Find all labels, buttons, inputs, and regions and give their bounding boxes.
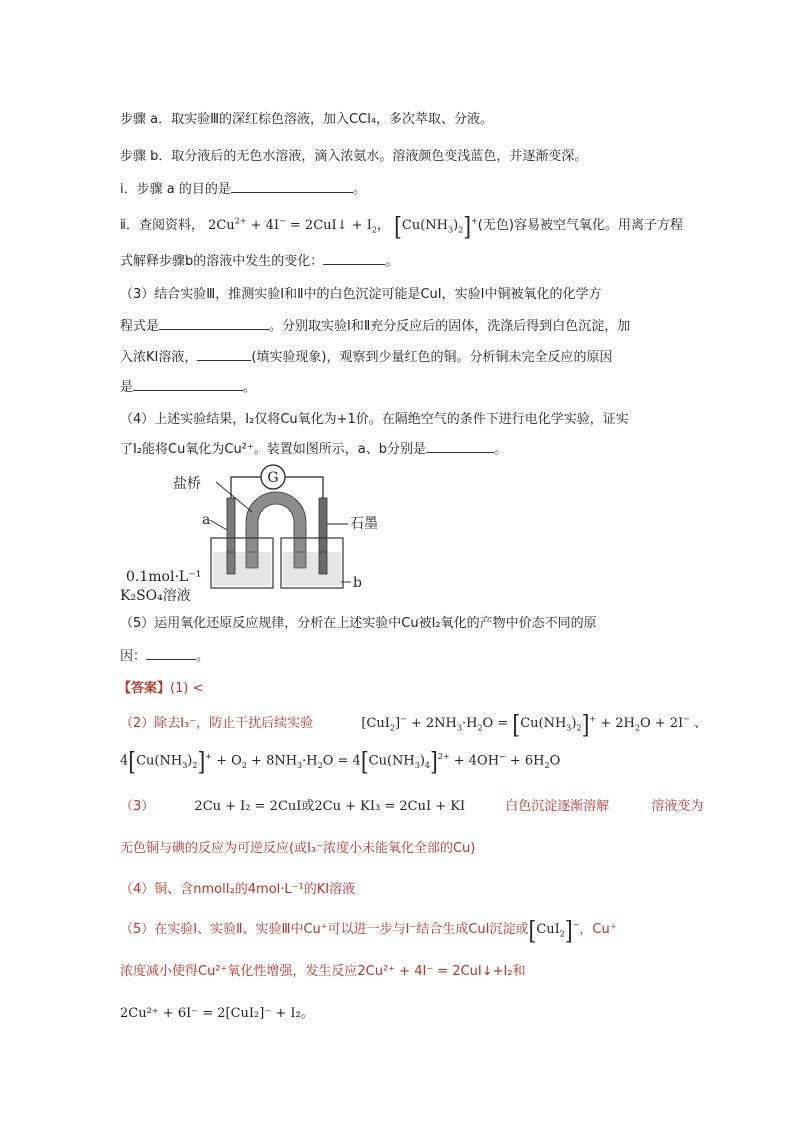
answer-label: 【答案】 xyxy=(118,681,171,696)
answer-header xyxy=(118,677,203,696)
solution-label: K₂SO₄溶液 xyxy=(120,588,191,604)
q4-text: 了I₂能将Cu氧化为Cu²⁺。装置如图所示，a、b分别是 xyxy=(120,442,426,457)
answer-blank[interactable] xyxy=(133,378,243,391)
answer-2-equation-1: $[CuI_2]^- + 2NH_3\cdot H_2O = [Cu(NH_3)_2]^+ + 2H_2O + 2I^-$ 、 xyxy=(361,708,708,739)
answer-blank[interactable] xyxy=(323,252,385,265)
label-a: a xyxy=(202,512,211,528)
question-i-text: ⅰ．步骤 a 的目的是 xyxy=(120,182,231,197)
q5-line1: （5）运用氧化还原反应规律，分析在上述实验中Cu被I₂氧化的产物中价态不同的原 xyxy=(120,616,597,631)
question-ii-text-2: (无色)容易被空气氧化。用离子方程 xyxy=(477,218,683,233)
answer-3-label: （3） xyxy=(120,799,155,814)
answer-5-text-2: ，Cu⁺ xyxy=(579,922,617,937)
question-ii-text: ⅱ．查阅资料， xyxy=(120,218,204,233)
salt-bridge-label: 盐桥 xyxy=(173,476,201,492)
complex-ion: $[Cu(NH_3)_2]^+$ xyxy=(394,210,478,241)
answer-5-line2: 浓度减小使得Cu²⁺氧化性增强，发生反应2Cu²⁺ + 4I⁻ = 2CuI↓+I₂和 xyxy=(120,964,526,979)
question-ii xyxy=(120,210,683,241)
answer-5-line3: 2Cu²⁺ + 6I⁻ = 2[CuI₂]⁻ + I₂。 xyxy=(120,1006,314,1021)
label-b: b xyxy=(353,575,362,591)
answer-2-text: （2）除去I₃⁻，防止干扰后续实验 xyxy=(120,716,314,731)
q3-line4: 是 。 xyxy=(120,380,257,395)
reaction-equation: $2Cu^{2+} + 4I^-$ = 2CuI↓ + $I_2$， xyxy=(208,216,390,235)
answer-3-phenomenon-2: 溶液变为 xyxy=(651,799,704,814)
q3-text-5: 是 xyxy=(120,380,134,395)
solution-left xyxy=(213,552,271,586)
q3-text-4: (填实验现象)，观察到少量红色的铜。分析铜未完全反应的原因 xyxy=(251,350,613,365)
q4-line2: 了I₂能将Cu氧化为Cu²⁺。装置如图所示，a、b分别是 。 xyxy=(120,442,507,457)
answer-blank[interactable] xyxy=(159,317,269,330)
q3-text-2: 。分别取实验Ⅰ和Ⅱ充分反应后的固体，洗涤后得到白色沉淀，加 xyxy=(269,319,631,334)
answer-2-line1 xyxy=(120,708,708,739)
graphite-label: 石墨 xyxy=(350,516,378,532)
electrochemical-cell-figure xyxy=(118,460,398,605)
q5-text: 因： xyxy=(120,649,147,664)
q3-line2 xyxy=(120,315,630,334)
answer-3-equation: 2Cu + I₂ = 2CuI或2Cu + KI₃ = 2CuI + KI xyxy=(194,799,466,814)
answer-3-phenomenon: 白色沉淀逐渐溶解 xyxy=(505,799,610,814)
answer-3-line2: 无色铜与碘的反应为可逆反应(或I₃⁻浓度小未能氧化全部的Cu) xyxy=(120,841,476,856)
q3-text-3: 入浓KI溶液， xyxy=(120,350,198,365)
answer-blank[interactable] xyxy=(197,348,251,361)
answer-3-line1 xyxy=(120,795,703,814)
q5-line2: 因： 。 xyxy=(120,649,210,664)
step-a: 步骤 a．取实验Ⅲ的深红棕色溶液，加入CCl₄，多次萃取、分液。 xyxy=(120,112,494,127)
answer-1: (1) < xyxy=(170,681,204,696)
question-ii-line2: 式解释步骤b的溶液中发生的变化： 。 xyxy=(120,254,399,269)
answer-5-text: （5）在实验Ⅰ、实验Ⅱ、实验Ⅲ中Cu⁺可以进一步与I⁻结合生成CuI沉淀或 xyxy=(120,922,529,937)
question-i: ⅰ．步骤 a 的目的是 。 xyxy=(120,182,366,197)
solution-right xyxy=(283,552,341,586)
answer-blank[interactable] xyxy=(146,647,196,660)
answer-4: （4）铜、含nmolI₂的4mol·L⁻¹的KI溶液 xyxy=(120,882,356,897)
step-b: 步骤 b．取分液后的无色水溶液，滴入浓氨水。溶液颜色变浅蓝色，并逐渐变深。 xyxy=(120,149,588,164)
answer-blank[interactable] xyxy=(231,180,353,193)
concentration-label: 0.1mol·L⁻¹ xyxy=(126,569,202,585)
q3-line1: （3）结合实验Ⅲ，推测实验Ⅰ和Ⅱ中的白色沉淀可能是CuI，实验Ⅰ中铜被氧化的化学方 xyxy=(120,287,602,302)
answer-2-equation-2: $4[Cu(NH_3)_2]^+ + O_2 + 8NH_3\cdot H_2O = 4[Cu(NH_3)_4]^{2+} + 4OH^- + 6H_2O$ xyxy=(120,746,561,776)
question-ii-text-3: 式解释步骤b的溶液中发生的变化： xyxy=(120,254,324,269)
galvanometer-label: G xyxy=(267,470,279,486)
answer-blank[interactable] xyxy=(426,440,494,453)
q3-text: 程式是 xyxy=(120,319,160,334)
q3-line3 xyxy=(120,346,613,365)
answer-5-ion: [CuI$_2$]− xyxy=(528,914,580,945)
answer-5-line1 xyxy=(120,914,617,945)
q4-line1: （4）上述实验结果，I₂仅将Cu氧化为+1价。在隔绝空气的条件下进行电化学实验，证实 xyxy=(120,412,629,427)
